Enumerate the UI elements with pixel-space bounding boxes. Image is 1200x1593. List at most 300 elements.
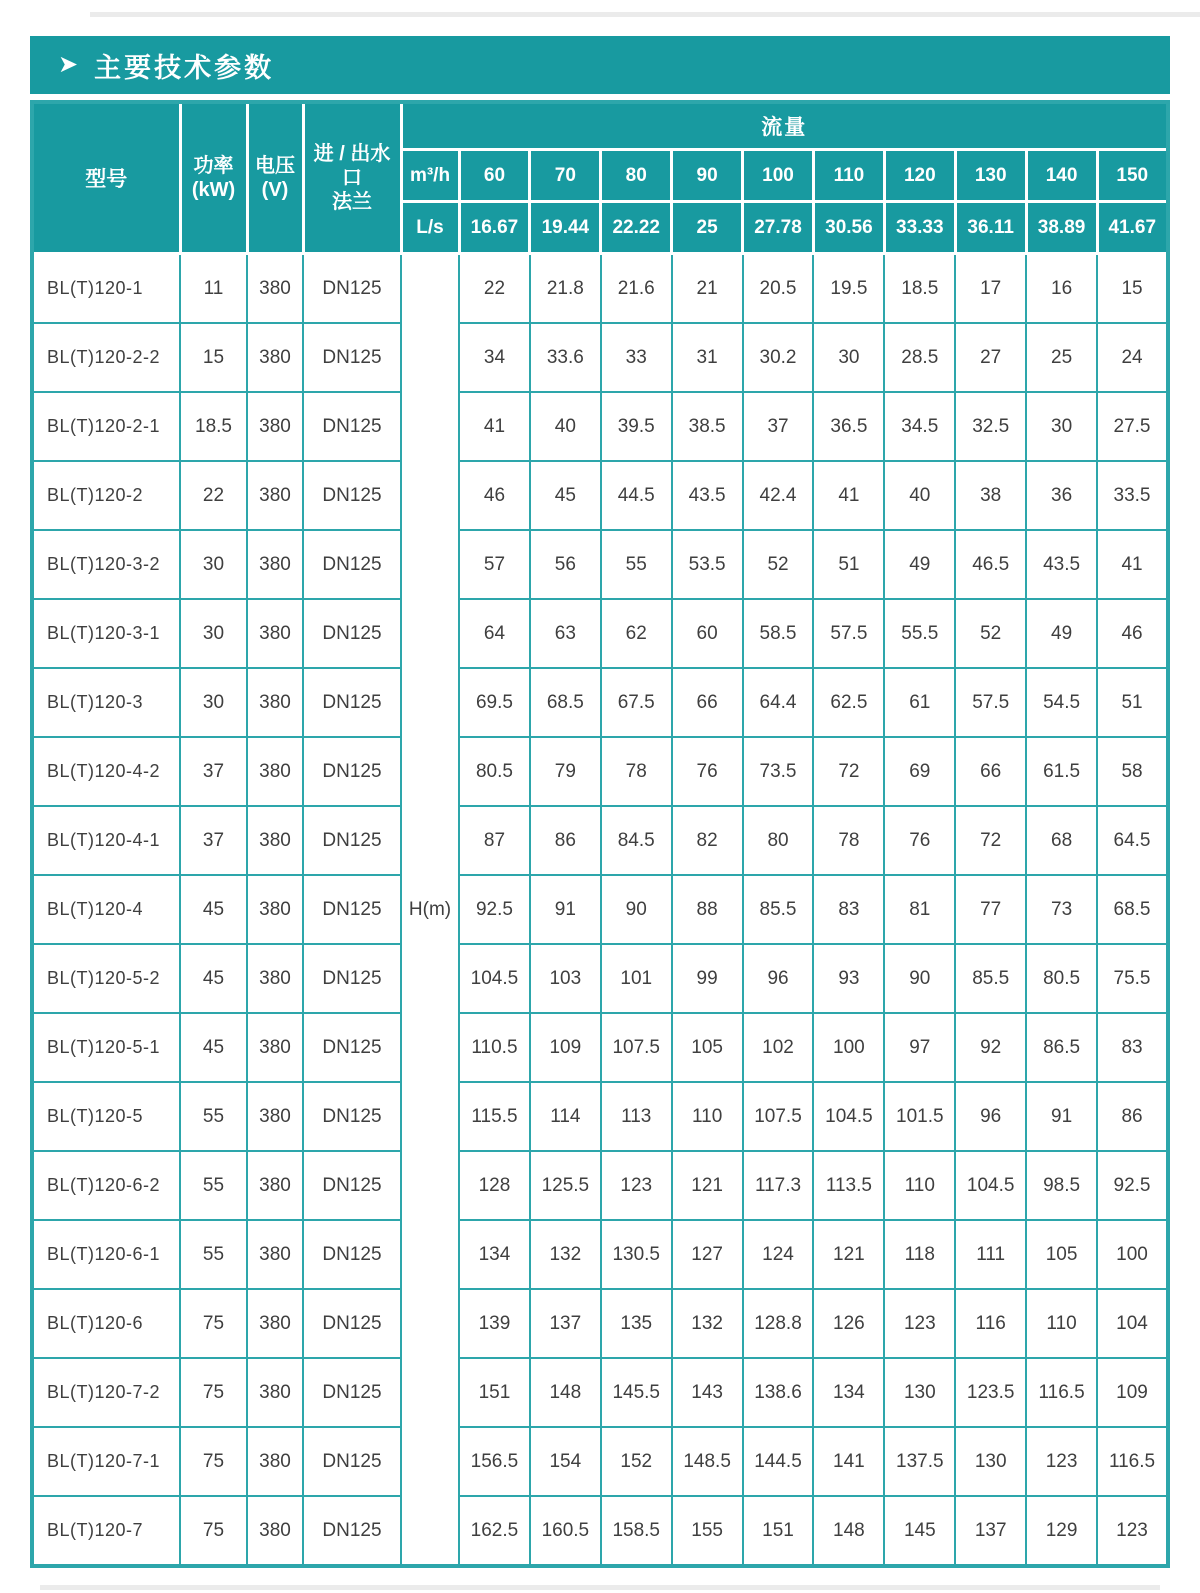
voltage-cell: 380 — [247, 1151, 303, 1220]
power-cell: 75 — [180, 1496, 247, 1566]
head-value-cell: 104.5 — [459, 944, 530, 1013]
table-row — [32, 392, 1168, 461]
head-value-cell: 27 — [955, 323, 1026, 392]
head-value-cell: 98.5 — [1026, 1151, 1097, 1220]
flange-cell: DN125 — [303, 668, 401, 737]
header-flange-line1: 进 / 出水 — [313, 143, 391, 165]
head-value-cell: 105 — [1026, 1220, 1097, 1289]
model-cell: BL(T)120-6 — [32, 1289, 180, 1358]
model-cell: BL(T)120-6-1 — [32, 1220, 180, 1289]
flange-cell: DN125 — [303, 944, 401, 1013]
flow-m3h-value: 70 — [530, 150, 601, 202]
head-value-cell: 137.5 — [884, 1427, 955, 1496]
head-value-cell: 115.5 — [459, 1082, 530, 1151]
head-value-cell: 30 — [1026, 392, 1097, 461]
head-value-cell: 49 — [1026, 599, 1097, 668]
flow-m3h-value: 90 — [672, 150, 743, 202]
head-value-cell: 90 — [884, 944, 955, 1013]
head-value-cell: 76 — [672, 737, 743, 806]
model-cell: BL(T)120-5-2 — [32, 944, 180, 1013]
header-voltage-line1: 电压 — [255, 155, 295, 177]
head-value-cell: 110 — [1026, 1289, 1097, 1358]
head-value-cell: 64 — [459, 599, 530, 668]
voltage-cell: 380 — [247, 1496, 303, 1566]
head-value-cell: 87 — [459, 806, 530, 875]
head-value-cell: 63 — [530, 599, 601, 668]
voltage-cell: 380 — [247, 461, 303, 530]
head-value-cell: 72 — [813, 737, 884, 806]
head-value-cell: 96 — [743, 944, 814, 1013]
model-cell: BL(T)120-3-1 — [32, 599, 180, 668]
unit-m3h: m³/h — [401, 150, 459, 202]
head-value-cell: 46.5 — [955, 530, 1026, 599]
head-value-cell: 160.5 — [530, 1496, 601, 1566]
head-value-cell: 33 — [601, 323, 672, 392]
flange-cell: DN125 — [303, 806, 401, 875]
head-value-cell: 92.5 — [1097, 1151, 1168, 1220]
head-value-cell: 148 — [813, 1496, 884, 1566]
head-value-cell: 155 — [672, 1496, 743, 1566]
head-value-cell: 54.5 — [1026, 668, 1097, 737]
head-value-cell: 97 — [884, 1013, 955, 1082]
table-row — [32, 1427, 1168, 1496]
head-value-cell: 110.5 — [459, 1013, 530, 1082]
head-value-cell: 139 — [459, 1289, 530, 1358]
head-value-cell: 91 — [1026, 1082, 1097, 1151]
flow-m3h-value: 120 — [884, 150, 955, 202]
head-value-cell: 158.5 — [601, 1496, 672, 1566]
head-value-cell: 72 — [955, 806, 1026, 875]
table-row — [32, 461, 1168, 530]
head-value-cell: 121 — [672, 1151, 743, 1220]
flange-cell: DN125 — [303, 1358, 401, 1427]
head-value-cell: 44.5 — [601, 461, 672, 530]
head-value-cell: 92 — [955, 1013, 1026, 1082]
flange-cell: DN125 — [303, 1082, 401, 1151]
head-value-cell: 61.5 — [1026, 737, 1097, 806]
flange-cell: DN125 — [303, 1151, 401, 1220]
model-cell: BL(T)120-7 — [32, 1496, 180, 1566]
header-flow: 流量 — [401, 102, 1168, 150]
header-flange-line2: 口 — [342, 167, 362, 189]
head-value-cell: 46 — [459, 461, 530, 530]
head-value-cell: 68 — [1026, 806, 1097, 875]
head-value-cell: 68.5 — [530, 668, 601, 737]
head-value-cell: 73.5 — [743, 737, 814, 806]
voltage-cell: 380 — [247, 599, 303, 668]
head-value-cell: 55 — [601, 530, 672, 599]
model-cell: BL(T)120-2-2 — [32, 323, 180, 392]
head-value-cell: 121 — [813, 1220, 884, 1289]
head-value-cell: 60 — [672, 599, 743, 668]
chevron-right-icon: ➤ — [58, 51, 79, 78]
table-row — [32, 1496, 1168, 1566]
head-value-cell: 88 — [672, 875, 743, 944]
head-value-cell: 81 — [884, 875, 955, 944]
head-value-cell: 55.5 — [884, 599, 955, 668]
head-value-cell: 123 — [1026, 1427, 1097, 1496]
head-value-cell: 52 — [955, 599, 1026, 668]
head-value-cell: 110 — [884, 1151, 955, 1220]
head-value-cell: 99 — [672, 944, 743, 1013]
table-row — [32, 254, 1168, 324]
head-value-cell: 24 — [1097, 323, 1168, 392]
voltage-cell: 380 — [247, 1220, 303, 1289]
head-value-cell: 152 — [601, 1427, 672, 1496]
head-value-cell: 104.5 — [955, 1151, 1026, 1220]
head-value-cell: 130 — [884, 1358, 955, 1427]
head-value-cell: 28.5 — [884, 323, 955, 392]
table-row — [32, 806, 1168, 875]
head-value-cell: 105 — [672, 1013, 743, 1082]
flange-cell: DN125 — [303, 461, 401, 530]
head-value-cell: 86 — [530, 806, 601, 875]
head-value-cell: 21 — [672, 254, 743, 324]
head-value-cell: 66 — [672, 668, 743, 737]
flange-cell: DN125 — [303, 737, 401, 806]
head-value-cell: 137 — [530, 1289, 601, 1358]
scan-artifact — [90, 12, 1200, 17]
head-value-cell: 141 — [813, 1427, 884, 1496]
head-value-cell: 124 — [743, 1220, 814, 1289]
head-value-cell: 69 — [884, 737, 955, 806]
head-value-cell: 53.5 — [672, 530, 743, 599]
head-value-cell: 64.5 — [1097, 806, 1168, 875]
head-value-cell: 148 — [530, 1358, 601, 1427]
head-value-cell: 30.2 — [743, 323, 814, 392]
head-value-cell: 91 — [530, 875, 601, 944]
flange-cell: DN125 — [303, 530, 401, 599]
flow-m3h-value: 100 — [743, 150, 814, 202]
head-value-cell: 16 — [1026, 254, 1097, 324]
head-value-cell: 36.5 — [813, 392, 884, 461]
head-value-cell: 58 — [1097, 737, 1168, 806]
flange-cell: DN125 — [303, 254, 401, 324]
power-cell: 75 — [180, 1289, 247, 1358]
head-value-cell: 83 — [813, 875, 884, 944]
head-value-cell: 125.5 — [530, 1151, 601, 1220]
head-value-cell: 21.8 — [530, 254, 601, 324]
voltage-cell: 380 — [247, 1082, 303, 1151]
power-cell: 75 — [180, 1358, 247, 1427]
head-value-cell: 154 — [530, 1427, 601, 1496]
power-cell: 30 — [180, 599, 247, 668]
model-cell: BL(T)120-5-1 — [32, 1013, 180, 1082]
head-value-cell: 123 — [884, 1289, 955, 1358]
head-value-cell: 57.5 — [813, 599, 884, 668]
head-value-cell: 15 — [1097, 254, 1168, 324]
voltage-cell: 380 — [247, 1013, 303, 1082]
head-value-cell: 51 — [813, 530, 884, 599]
head-value-cell: 104 — [1097, 1289, 1168, 1358]
power-cell: 15 — [180, 323, 247, 392]
head-value-cell: 145 — [884, 1496, 955, 1566]
head-value-cell: 76 — [884, 806, 955, 875]
head-value-cell: 52 — [743, 530, 814, 599]
power-cell: 37 — [180, 806, 247, 875]
head-value-cell: 116.5 — [1026, 1358, 1097, 1427]
flow-ls-value: 33.33 — [884, 202, 955, 254]
head-value-cell: 138.6 — [743, 1358, 814, 1427]
head-value-cell: 134 — [813, 1358, 884, 1427]
head-value-cell: 34 — [459, 323, 530, 392]
model-cell: BL(T)120-1 — [32, 254, 180, 324]
head-value-cell: 109 — [1097, 1358, 1168, 1427]
head-value-cell: 41 — [813, 461, 884, 530]
table-row — [32, 944, 1168, 1013]
section-title-bar — [30, 36, 1170, 94]
head-value-cell: 21.6 — [601, 254, 672, 324]
voltage-cell: 380 — [247, 323, 303, 392]
head-value-cell: 144.5 — [743, 1427, 814, 1496]
head-value-cell: 100 — [1097, 1220, 1168, 1289]
table-header — [32, 102, 1168, 254]
flow-m3h-value: 150 — [1097, 150, 1168, 202]
head-value-cell: 78 — [813, 806, 884, 875]
header-power-line1: 功率 — [193, 155, 234, 177]
power-cell: 37 — [180, 737, 247, 806]
scan-artifact — [40, 1585, 1160, 1590]
head-value-cell: 68.5 — [1097, 875, 1168, 944]
head-value-cell: 30 — [813, 323, 884, 392]
head-value-cell: 128.8 — [743, 1289, 814, 1358]
head-value-cell: 123 — [601, 1151, 672, 1220]
head-value-cell: 113.5 — [813, 1151, 884, 1220]
flange-cell: DN125 — [303, 1220, 401, 1289]
voltage-cell: 380 — [247, 254, 303, 324]
voltage-cell: 380 — [247, 1289, 303, 1358]
head-value-cell: 32.5 — [955, 392, 1026, 461]
model-cell: BL(T)120-6-2 — [32, 1151, 180, 1220]
head-value-cell: 33.5 — [1097, 461, 1168, 530]
head-value-cell: 22 — [459, 254, 530, 324]
head-value-cell: 40 — [530, 392, 601, 461]
voltage-cell: 380 — [247, 668, 303, 737]
head-value-cell: 57.5 — [955, 668, 1026, 737]
head-value-cell: 86.5 — [1026, 1013, 1097, 1082]
head-value-cell: 19.5 — [813, 254, 884, 324]
table-row — [32, 1220, 1168, 1289]
head-value-cell: 66 — [955, 737, 1026, 806]
model-cell: BL(T)120-4 — [32, 875, 180, 944]
table-body — [32, 254, 1168, 1567]
power-cell: 11 — [180, 254, 247, 324]
head-value-cell: 85.5 — [955, 944, 1026, 1013]
flange-cell: DN125 — [303, 1427, 401, 1496]
head-value-cell: 42.4 — [743, 461, 814, 530]
voltage-cell: 380 — [247, 1358, 303, 1427]
head-value-cell: 114 — [530, 1082, 601, 1151]
voltage-cell: 380 — [247, 944, 303, 1013]
head-value-cell: 129 — [1026, 1496, 1097, 1566]
head-value-cell: 27.5 — [1097, 392, 1168, 461]
flow-m3h-value: 80 — [601, 150, 672, 202]
head-value-cell: 102 — [743, 1013, 814, 1082]
flange-cell: DN125 — [303, 1496, 401, 1566]
head-value-cell: 132 — [530, 1220, 601, 1289]
flow-ls-value: 27.78 — [743, 202, 814, 254]
head-value-cell: 93 — [813, 944, 884, 1013]
flow-m3h-value: 130 — [955, 150, 1026, 202]
flow-m3h-value: 140 — [1026, 150, 1097, 202]
power-cell: 55 — [180, 1082, 247, 1151]
flange-cell: DN125 — [303, 323, 401, 392]
power-cell: 45 — [180, 944, 247, 1013]
model-cell: BL(T)120-3 — [32, 668, 180, 737]
head-value-cell: 117.3 — [743, 1151, 814, 1220]
table-row — [32, 530, 1168, 599]
flow-ls-value: 41.67 — [1097, 202, 1168, 254]
head-value-cell: 101 — [601, 944, 672, 1013]
head-value-cell: 90 — [601, 875, 672, 944]
power-cell: 30 — [180, 530, 247, 599]
table-row — [32, 668, 1168, 737]
flow-ls-value: 36.11 — [955, 202, 1026, 254]
head-value-cell: 132 — [672, 1289, 743, 1358]
flange-cell: DN125 — [303, 1013, 401, 1082]
head-value-cell: 45 — [530, 461, 601, 530]
head-value-cell: 151 — [459, 1358, 530, 1427]
head-value-cell: 137 — [955, 1496, 1026, 1566]
flange-cell: DN125 — [303, 875, 401, 944]
table-row — [32, 875, 1168, 944]
spec-table — [30, 100, 1170, 1568]
power-cell: 75 — [180, 1427, 247, 1496]
voltage-cell: 380 — [247, 806, 303, 875]
head-value-cell: 40 — [884, 461, 955, 530]
head-value-cell: 127 — [672, 1220, 743, 1289]
head-value-cell: 83 — [1097, 1013, 1168, 1082]
table-row — [32, 1289, 1168, 1358]
head-value-cell: 37 — [743, 392, 814, 461]
head-value-cell: 85.5 — [743, 875, 814, 944]
model-cell: BL(T)120-2-1 — [32, 392, 180, 461]
head-value-cell: 43.5 — [672, 461, 743, 530]
table-row — [32, 1013, 1168, 1082]
head-value-cell: 41 — [459, 392, 530, 461]
head-value-cell: 46 — [1097, 599, 1168, 668]
voltage-cell: 380 — [247, 392, 303, 461]
head-value-cell: 116.5 — [1097, 1427, 1168, 1496]
header-power-line2: (kW) — [191, 179, 236, 201]
head-value-cell: 18.5 — [884, 254, 955, 324]
head-value-cell: 109 — [530, 1013, 601, 1082]
head-value-cell: 104.5 — [813, 1082, 884, 1151]
header-model: 型号 — [32, 102, 180, 254]
head-value-cell: 92.5 — [459, 875, 530, 944]
head-value-cell: 80.5 — [459, 737, 530, 806]
power-cell: 55 — [180, 1151, 247, 1220]
model-cell: BL(T)120-4-1 — [32, 806, 180, 875]
flow-ls-value: 19.44 — [530, 202, 601, 254]
head-value-cell: 145.5 — [601, 1358, 672, 1427]
head-value-cell: 43.5 — [1026, 530, 1097, 599]
head-unit-cell: H(m) — [401, 254, 459, 1567]
head-value-cell: 58.5 — [743, 599, 814, 668]
head-value-cell: 128 — [459, 1151, 530, 1220]
head-value-cell: 118 — [884, 1220, 955, 1289]
head-value-cell: 113 — [601, 1082, 672, 1151]
head-value-cell: 56 — [530, 530, 601, 599]
voltage-cell: 380 — [247, 875, 303, 944]
head-value-cell: 62 — [601, 599, 672, 668]
head-value-cell: 134 — [459, 1220, 530, 1289]
unit-ls: L/s — [401, 202, 459, 254]
head-value-cell: 67.5 — [601, 668, 672, 737]
head-value-cell: 130 — [955, 1427, 1026, 1496]
head-value-cell: 123.5 — [955, 1358, 1026, 1427]
flow-ls-value: 22.22 — [601, 202, 672, 254]
model-cell: BL(T)120-3-2 — [32, 530, 180, 599]
power-cell: 22 — [180, 461, 247, 530]
table-row — [32, 1082, 1168, 1151]
head-value-cell: 25 — [1026, 323, 1097, 392]
head-value-cell: 61 — [884, 668, 955, 737]
head-value-cell: 82 — [672, 806, 743, 875]
head-value-cell: 38 — [955, 461, 1026, 530]
head-value-cell: 62.5 — [813, 668, 884, 737]
table-row — [32, 599, 1168, 668]
head-value-cell: 77 — [955, 875, 1026, 944]
head-value-cell: 80.5 — [1026, 944, 1097, 1013]
flow-ls-value: 16.67 — [459, 202, 530, 254]
head-value-cell: 148.5 — [672, 1427, 743, 1496]
head-value-cell: 17 — [955, 254, 1026, 324]
model-cell: BL(T)120-4-2 — [32, 737, 180, 806]
section-title: 主要技术参数 — [94, 52, 275, 83]
head-value-cell: 49 — [884, 530, 955, 599]
head-value-cell: 41 — [1097, 530, 1168, 599]
head-value-cell: 20.5 — [743, 254, 814, 324]
head-value-cell: 36 — [1026, 461, 1097, 530]
head-value-cell: 111 — [955, 1220, 1026, 1289]
flange-cell: DN125 — [303, 392, 401, 461]
power-cell: 45 — [180, 1013, 247, 1082]
head-value-cell: 130.5 — [601, 1220, 672, 1289]
voltage-cell: 380 — [247, 530, 303, 599]
flow-m3h-value: 110 — [813, 150, 884, 202]
head-value-cell: 107.5 — [743, 1082, 814, 1151]
head-value-cell: 143 — [672, 1358, 743, 1427]
flow-ls-value: 38.89 — [1026, 202, 1097, 254]
header-flange-line3: 法兰 — [332, 191, 372, 213]
head-value-cell: 103 — [530, 944, 601, 1013]
power-cell: 45 — [180, 875, 247, 944]
flange-cell: DN125 — [303, 599, 401, 668]
power-cell: 55 — [180, 1220, 247, 1289]
voltage-cell: 380 — [247, 737, 303, 806]
header-flange — [303, 102, 401, 254]
head-value-cell: 34.5 — [884, 392, 955, 461]
header-voltage-line2: (V) — [261, 179, 289, 201]
power-cell: 18.5 — [180, 392, 247, 461]
head-value-cell: 110 — [672, 1082, 743, 1151]
head-value-cell: 31 — [672, 323, 743, 392]
header-power — [180, 102, 247, 254]
model-cell: BL(T)120-7-1 — [32, 1427, 180, 1496]
head-value-cell: 156.5 — [459, 1427, 530, 1496]
head-value-cell: 101.5 — [884, 1082, 955, 1151]
head-value-cell: 107.5 — [601, 1013, 672, 1082]
model-cell: BL(T)120-5 — [32, 1082, 180, 1151]
head-value-cell: 116 — [955, 1289, 1026, 1358]
head-value-cell: 162.5 — [459, 1496, 530, 1566]
model-cell: BL(T)120-2 — [32, 461, 180, 530]
head-value-cell: 73 — [1026, 875, 1097, 944]
flange-cell: DN125 — [303, 1289, 401, 1358]
head-value-cell: 69.5 — [459, 668, 530, 737]
flow-m3h-value: 60 — [459, 150, 530, 202]
